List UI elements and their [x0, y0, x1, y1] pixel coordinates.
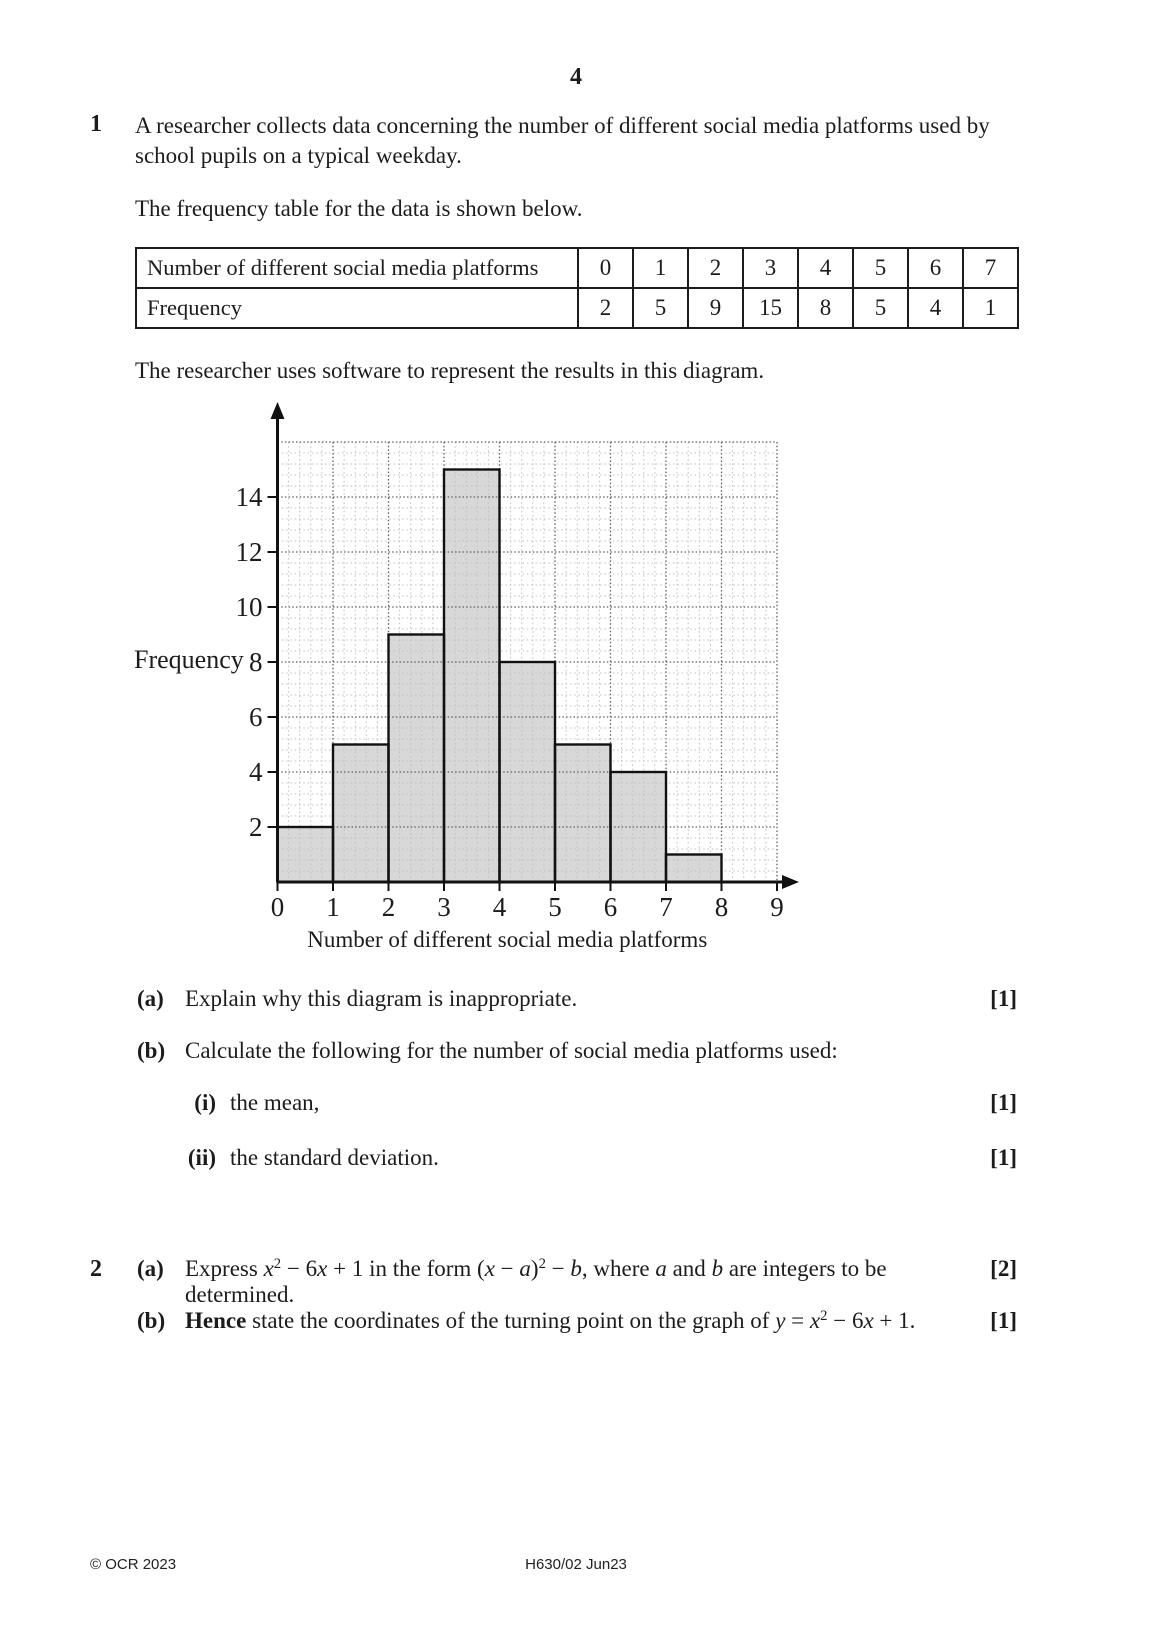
q1-part-b [135, 1038, 1017, 1064]
x-tick-label: 3 [437, 892, 451, 922]
table-row-frequency [136, 288, 1018, 328]
q2-part-b [135, 1308, 1017, 1334]
y-tick-label: 4 [249, 757, 263, 787]
table-cell: 6 [908, 248, 963, 288]
page-number: 4 [570, 64, 582, 90]
diagram-caption: The researcher uses software to represent the results in this diagram. [135, 358, 765, 383]
y-tick-label: 14 [235, 482, 263, 512]
frequency-diagram [90, 395, 805, 955]
histogram-bar [444, 470, 500, 883]
x-axis-title: Number of different social media platforms [307, 927, 708, 952]
x-tick-label: 7 [659, 892, 673, 922]
table-cell: 15 [743, 288, 798, 328]
q2-part-a [135, 1256, 1017, 1308]
histogram-bar [389, 635, 445, 883]
table-row-platforms [136, 248, 1018, 288]
intro-line-2: school pupils on a typical weekday. [135, 143, 462, 168]
q2-part-a-marks: [2] [990, 1256, 1017, 1281]
footer-copyright: © OCR 2023 [90, 1556, 177, 1573]
table-cell: 8 [798, 288, 853, 328]
q1-part-b-i [135, 1090, 1017, 1116]
q2-part-b-marks: [1] [990, 1308, 1017, 1333]
x-tick-label: 9 [770, 892, 784, 922]
table-row-label: Frequency [136, 288, 578, 328]
frequency-table [135, 247, 1019, 329]
table-cell: 5 [853, 248, 908, 288]
part-b-ii-text: the standard deviation. [230, 1145, 439, 1170]
question-2-number: 2 [90, 1256, 102, 1282]
part-a-label: (a) [137, 986, 164, 1011]
histogram-bar [666, 855, 722, 883]
y-tick-label: 6 [249, 702, 263, 732]
footer-reference: H630/02 Jun23 [525, 1556, 627, 1573]
histogram-bar [333, 745, 389, 883]
table-cell: 2 [578, 288, 633, 328]
table-caption: The frequency table for the data is shown below. [135, 196, 583, 221]
part-a-text: Explain why this diagram is inappropriate. [185, 986, 578, 1011]
y-tick-label: 10 [235, 592, 263, 622]
part-b-label: (b) [137, 1038, 166, 1063]
x-tick-label: 1 [326, 892, 340, 922]
x-axis-arrow-icon [782, 875, 799, 889]
table-cell: 9 [688, 288, 743, 328]
table-cell: 2 [688, 248, 743, 288]
intro-line-1: A researcher collects data concerning the number of different social media platforms used by [135, 113, 990, 138]
q1-part-a [135, 986, 1017, 1012]
y-axis-arrow-icon [271, 402, 285, 419]
q2-part-b-text: Hence state the coordinates of the turning point on the graph of $y = x^2 - 6x + 1$. [185, 1307, 916, 1333]
question-1-number: 1 [90, 111, 102, 137]
frequency-diagram-svg [90, 395, 805, 955]
table-cell: 3 [743, 248, 798, 288]
table-cell: 4 [798, 248, 853, 288]
part-b-i-label: (i) [194, 1090, 216, 1115]
table-cell: 5 [853, 288, 908, 328]
histogram-bar [555, 745, 611, 883]
table-cell: 4 [908, 288, 963, 328]
x-tick-label: 8 [714, 892, 729, 922]
y-tick-label: 12 [235, 537, 263, 567]
part-b-i-text: the mean, [230, 1090, 320, 1115]
table-row-label: Number of different social media platforms [136, 248, 578, 288]
part-a-marks: [1] [990, 986, 1017, 1011]
histogram-bar [278, 827, 334, 882]
x-tick-label: 4 [492, 892, 507, 922]
q2-part-a-text: Express $x^2 - 6x + 1$ in the form $(x - a)^2 - b$, where a and b are integers to be determined. [185, 1255, 887, 1307]
part-b-ii-label: (ii) [187, 1145, 216, 1170]
q2-part-b-label: (b) [137, 1308, 166, 1333]
part-b-text: Calculate the following for the number of social media platforms used: [185, 1038, 838, 1063]
question-1-intro [135, 111, 1035, 171]
x-tick-label: 0 [270, 892, 285, 922]
table-cell: 0 [578, 248, 633, 288]
table-cell: 1 [633, 248, 688, 288]
table-cell: 7 [963, 248, 1018, 288]
x-tick-label: 5 [548, 892, 562, 922]
q2-part-a-label: (a) [137, 1256, 164, 1281]
x-tick-label: 6 [603, 892, 618, 922]
y-tick-label: 2 [249, 812, 263, 842]
y-tick-label: 8 [249, 647, 263, 677]
y-axis-title: Frequency [134, 645, 244, 674]
table-cell: 5 [633, 288, 688, 328]
table-cell: 1 [963, 288, 1018, 328]
x-tick-label: 2 [381, 892, 396, 922]
part-b-i-marks: [1] [990, 1090, 1017, 1115]
q1-part-b-ii [135, 1145, 1017, 1171]
part-b-ii-marks: [1] [990, 1145, 1017, 1170]
